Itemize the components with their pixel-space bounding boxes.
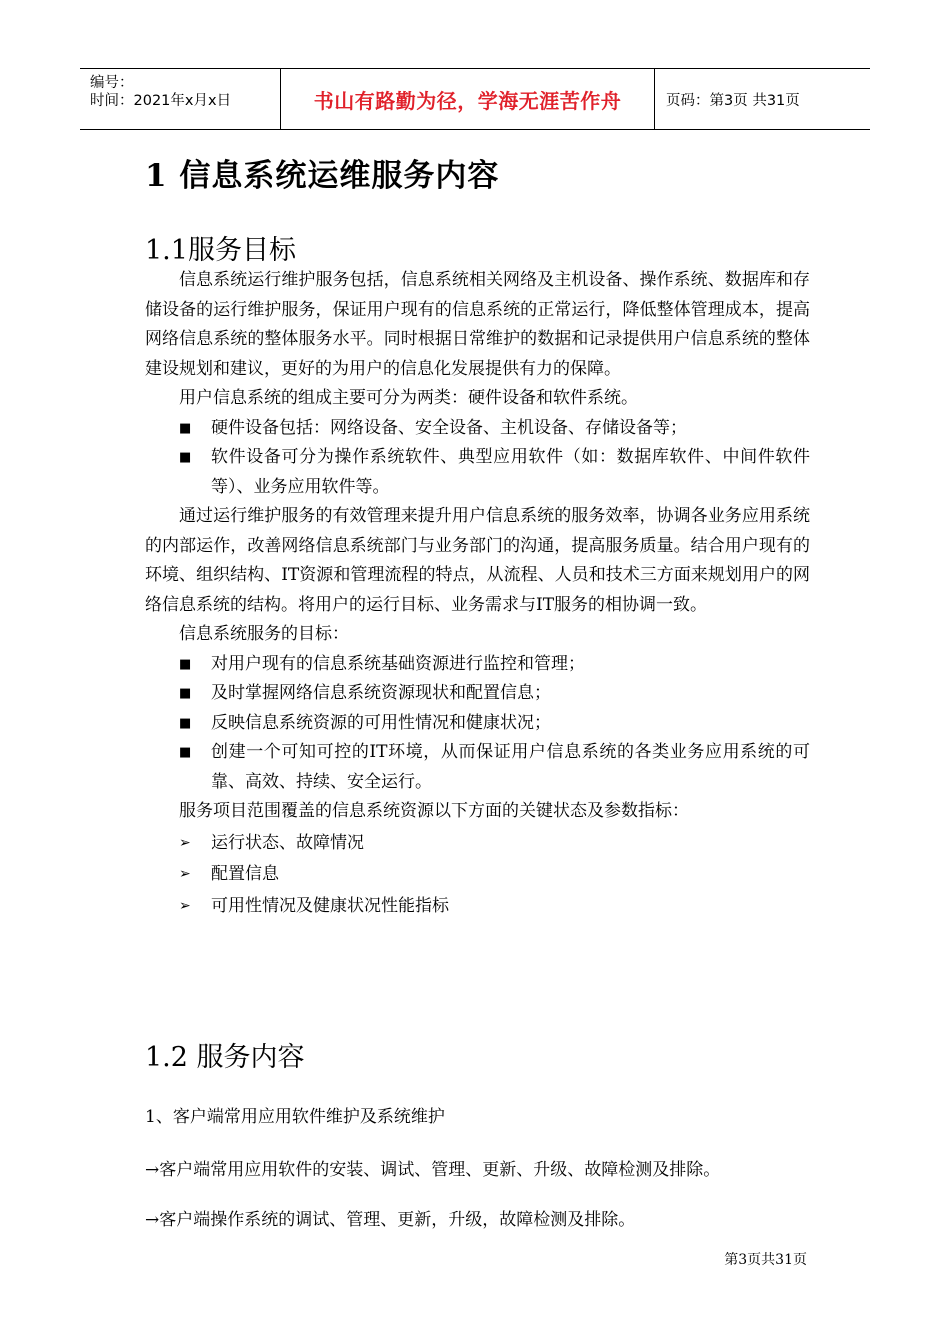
list-item bbox=[145, 829, 810, 859]
list-item-text: 对用户现有的信息系统基础资源进行监控和管理； bbox=[211, 653, 585, 674]
list-item bbox=[145, 650, 810, 680]
paragraph: 信息系统服务的目标： bbox=[179, 624, 349, 644]
list-item bbox=[145, 892, 810, 922]
list-item bbox=[145, 709, 810, 739]
list-item-text: 运行状态、故障情况 bbox=[211, 832, 364, 853]
square-bullet-icon: ■ bbox=[179, 656, 192, 672]
list-item bbox=[145, 738, 810, 797]
header-page-cell bbox=[655, 69, 870, 129]
list-item bbox=[145, 860, 810, 890]
list-item-text: 软件设备可分为操作系统软件、典型应用软件（如：数据库软件、中间件软件等）、业务应用软件等。 bbox=[211, 447, 810, 497]
square-bullet-icon: ■ bbox=[179, 715, 192, 731]
paragraph: 通过运行维护服务的有效管理来提升用户信息系统的服务效率，协调各业务应用系统的内部运作，改善网络信息系统部门与业务部门的沟通，提高服务质量。结合用户现有的环境、组织结构、IT资源和管理流程的特点，从流程、人员和技术三方面来规划用户的网络信息系统的结构。将用户的运行目标、业务需求与IT服务的相协调一致。 bbox=[145, 506, 810, 615]
paragraph: 信息系统运行维护服务包括，信息系统相关网络及主机设备、操作系统、数据库和存储设备的运行维护服务，保证用户现有的信息系统的正常运行，降低整体管理成本，提高网络信息系统的整体服务水平。同时根据日常维护的数据和记录提供用户信息系统的整体建设规划和建议，更好的为用户的信息化发展提供有力的保障。 bbox=[145, 270, 810, 379]
number-label: 编号： bbox=[90, 75, 134, 91]
square-bullet-icon: ■ bbox=[179, 420, 192, 436]
list-item-text: 创建一个可知可控的IT环境，从而保证用户信息系统的各类业务应用系统的可靠、高效、持续、安全运行。 bbox=[211, 742, 810, 792]
page-label: 页码：第3页 共31页 bbox=[666, 92, 800, 109]
arrow-bullet-icon: ➢ bbox=[179, 897, 191, 914]
list-item bbox=[145, 414, 810, 444]
arrow-bullet-icon: ➢ bbox=[179, 866, 191, 882]
time-label: 时间：2021年x月x日 bbox=[90, 93, 232, 109]
section-heading-1-2: 1.2 服务内容 bbox=[145, 1042, 305, 1073]
document-title: 1 信息系统运维服务内容 bbox=[145, 158, 500, 194]
motto-text: 书山有路勤为径，学海无涯苦作舟 bbox=[313, 88, 622, 113]
list-item-text: 可用性情况及健康状况性能指标 bbox=[211, 895, 449, 916]
arrow-bullet-icon: ➢ bbox=[179, 834, 191, 851]
page-header bbox=[80, 68, 870, 130]
list-item-text: 硬件设备包括：网络设备、安全设备、主机设备、存储设备等； bbox=[211, 417, 687, 438]
service-item-line: →客户端操作系统的调试、管理、更新，升级，故障检测及排除。 bbox=[145, 1210, 636, 1230]
page-footer: 第3页共31页 bbox=[724, 1252, 807, 1268]
section-heading-1-1: 1.1服务目标 bbox=[145, 235, 296, 266]
section-1-1-body bbox=[145, 266, 810, 921]
square-bullet-icon: ■ bbox=[179, 450, 192, 465]
header-motto-cell bbox=[281, 69, 655, 129]
paragraph: 用户信息系统的组成主要可分为两类：硬件设备和软件系统。 bbox=[179, 388, 638, 408]
list-item-text: 反映信息系统资源的可用性情况和健康状况； bbox=[211, 712, 551, 733]
square-bullet-icon: ■ bbox=[179, 745, 192, 760]
service-item-line: →客户端常用应用软件的安装、调试、管理、更新、升级、故障检测及排除。 bbox=[145, 1160, 721, 1180]
service-item-heading: 1、客户端常用应用软件维护及系统维护 bbox=[145, 1107, 445, 1127]
list-item bbox=[145, 443, 810, 502]
list-item-text: 配置信息 bbox=[211, 864, 279, 884]
list-item-text: 及时掌握网络信息系统资源现状和配置信息； bbox=[211, 683, 551, 703]
square-bullet-icon: ■ bbox=[179, 686, 192, 701]
header-meta-cell bbox=[80, 69, 281, 129]
list-item bbox=[145, 679, 810, 709]
paragraph: 服务项目范围覆盖的信息系统资源以下方面的关键状态及参数指标： bbox=[179, 801, 689, 821]
